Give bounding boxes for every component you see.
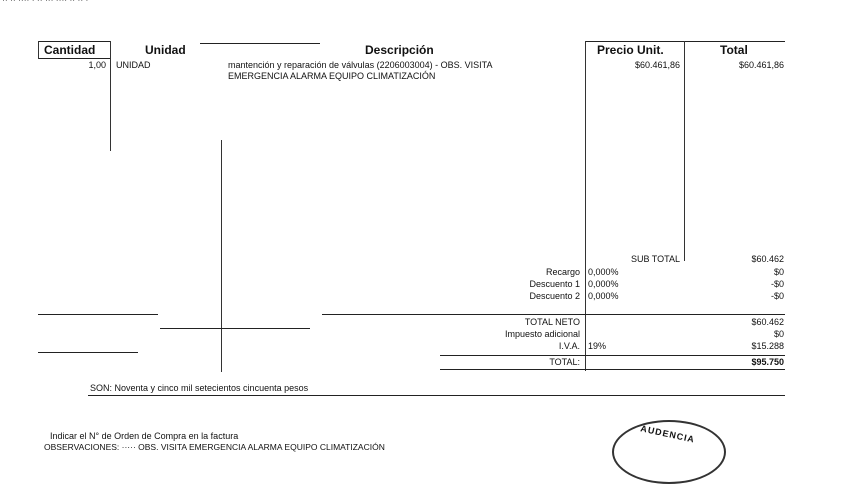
left-rule-3 xyxy=(38,352,138,353)
son-text: SON: Noventa y cinco mil setecientos cincuenta pesos xyxy=(90,383,309,393)
recargo-value: $0 xyxy=(773,267,784,277)
total-neto-value: $60.462 xyxy=(751,317,784,327)
header-cantidad: Cantidad xyxy=(44,43,96,57)
recargo-pct: 0,000% xyxy=(588,267,619,277)
impuesto-label: Impuesto adicional xyxy=(504,329,580,339)
footer-observaciones: OBSERVACIONES: ····· OBS. VISITA EMERGENCIA ALARMA EQUIPO CLIMATIZACIÓN xyxy=(44,442,385,452)
son-underline xyxy=(88,395,785,396)
subtotal-value: $60.462 xyxy=(751,254,784,264)
total-top-rule xyxy=(440,355,785,356)
top-partial-text: ·· ·· ···· · ·· ··· ···· ·· ·· · xyxy=(2,0,89,5)
left-rule-2 xyxy=(160,328,310,329)
cantidad-box-left xyxy=(38,41,39,59)
cantidad-box-bottom xyxy=(38,58,110,59)
column-divider-descripcion xyxy=(585,41,586,371)
header-precio: Precio Unit. xyxy=(597,43,664,57)
row-descripcion-line2: EMERGENCIA ALARMA EQUIPO CLIMATIZACIÓN xyxy=(228,71,436,81)
column-divider-precio xyxy=(684,41,685,261)
iva-value: $15.288 xyxy=(751,341,784,351)
header-top-line-left xyxy=(38,41,110,42)
subtotal-label: SUB TOTAL xyxy=(630,254,680,264)
stamp-text: AUDENCIA xyxy=(639,423,696,445)
iva-label: I.V.A. xyxy=(558,341,580,351)
descuento1-value: -$0 xyxy=(770,279,784,289)
impuesto-value: $0 xyxy=(773,329,784,339)
total-bottom-rule xyxy=(440,369,785,370)
descuento1-label: Descuento 1 xyxy=(529,279,580,289)
footer-orden-compra: Indicar el N° de Orden de Compra en la factura xyxy=(50,431,239,441)
column-divider-unidad xyxy=(221,140,222,372)
left-rule-1 xyxy=(38,314,158,315)
column-divider-cantidad xyxy=(110,41,111,151)
row-unidad: UNIDAD xyxy=(116,60,151,70)
header-total: Total xyxy=(720,43,748,57)
row-total: $60.461,86 xyxy=(738,60,784,70)
row-precio: $60.461,86 xyxy=(634,60,680,70)
header-descripcion: Descripción xyxy=(365,43,434,57)
descuento1-pct: 0,000% xyxy=(588,279,619,289)
total-value: $95.750 xyxy=(751,357,784,367)
row-descripcion-line1: mantención y reparación de válvulas (2206003004) - OBS. VISITA xyxy=(228,60,493,70)
header-unidad: Unidad xyxy=(145,43,186,57)
total-label: TOTAL: xyxy=(549,357,580,367)
row-cantidad: 1,00 xyxy=(88,60,106,70)
recargo-label: Recargo xyxy=(545,267,580,277)
descuento2-label: Descuento 2 xyxy=(529,291,580,301)
descuento2-value: -$0 xyxy=(770,291,784,301)
total-neto-label: TOTAL NETO xyxy=(524,317,580,327)
descuento2-pct: 0,000% xyxy=(588,291,619,301)
header-top-line-right xyxy=(585,41,785,42)
neto-top-rule xyxy=(322,314,785,315)
iva-pct: 19% xyxy=(588,341,607,351)
descripcion-header-rule xyxy=(200,43,320,44)
